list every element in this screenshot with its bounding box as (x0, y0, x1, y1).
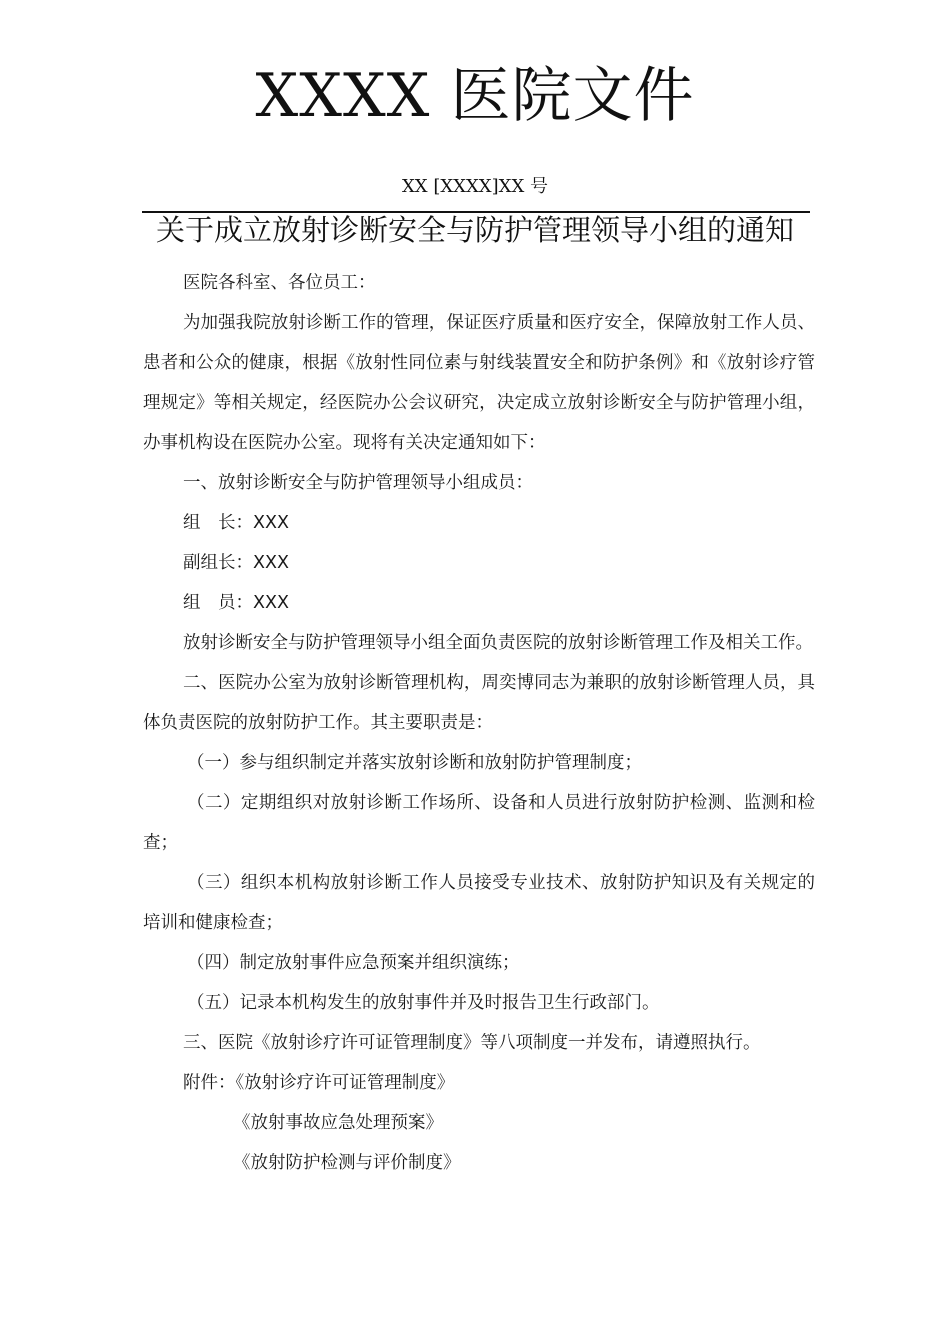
attachment-3: 《放射防护检测与评价制度》 (233, 1153, 461, 1173)
attachment-1: 附件：《放射诊疗许可证管理制度》 (183, 1073, 455, 1093)
duty-item-5: （五）记录本机构发生的放射事件并及时报告卫生行政部门。 (187, 993, 660, 1013)
salutation: 医院各科室、各位员工： (183, 273, 376, 293)
notice-body (143, 263, 815, 1183)
duty-item-2: （二）定期组织对放射诊断工作场所、设备和人员进行放射防护检测、监测和检查； (143, 793, 815, 853)
section-2-heading: 二、医院办公室为放射诊断管理机构，周奕博同志为兼职的放射诊断管理人员，具体负责医院的放射防护工作。其主要职责是： (143, 673, 815, 733)
member-group-members: 组 员：XXX (183, 593, 289, 613)
intro-paragraph: 为加强我院放射诊断工作的管理，保证医疗质量和医疗安全，保障放射工作人员、患者和公众的健康，根据《放射性同位素与射线装置安全和防护条例》和《放射诊疗管理规定》等相关规定，经医院办公会议研究，决定成立放射诊断安全与防护管理小组，办事机构设在医院办公室。现将有关决定通知如下： (143, 313, 815, 453)
duty-item-4: （四）制定放射事件应急预案并组织演练； (187, 953, 520, 973)
duty-item-3: （三）组织本机构放射诊断工作人员接受专业技术、放射防护知识及有关规定的培训和健康检查； (143, 873, 815, 933)
section-1-duty: 放射诊断安全与防护管理领导小组全面负责医院的放射诊断管理工作及相关工作。 (183, 633, 813, 653)
duty-item-1: （一）参与组织制定并落实放射诊断和放射防护管理制度； (187, 753, 642, 773)
section-3-paragraph: 三、医院《放射诊疗许可证管理制度》等八项制度一并发布，请遵照执行。 (183, 1033, 761, 1053)
attachment-2: 《放射事故应急处理预案》 (233, 1113, 443, 1133)
notice-title: 关于成立放射诊断安全与防护管理领导小组的通知 (155, 213, 794, 247)
member-deputy-leader: 副组长：XXX (183, 553, 289, 573)
document-header-title: XXXX 医院文件 (255, 61, 695, 131)
section-1-heading: 一、放射诊断安全与防护管理领导小组成员： (183, 473, 533, 493)
member-leader: 组 长：XXX (183, 513, 289, 533)
document-number: XX [XXXX]XX 号 (401, 176, 548, 197)
